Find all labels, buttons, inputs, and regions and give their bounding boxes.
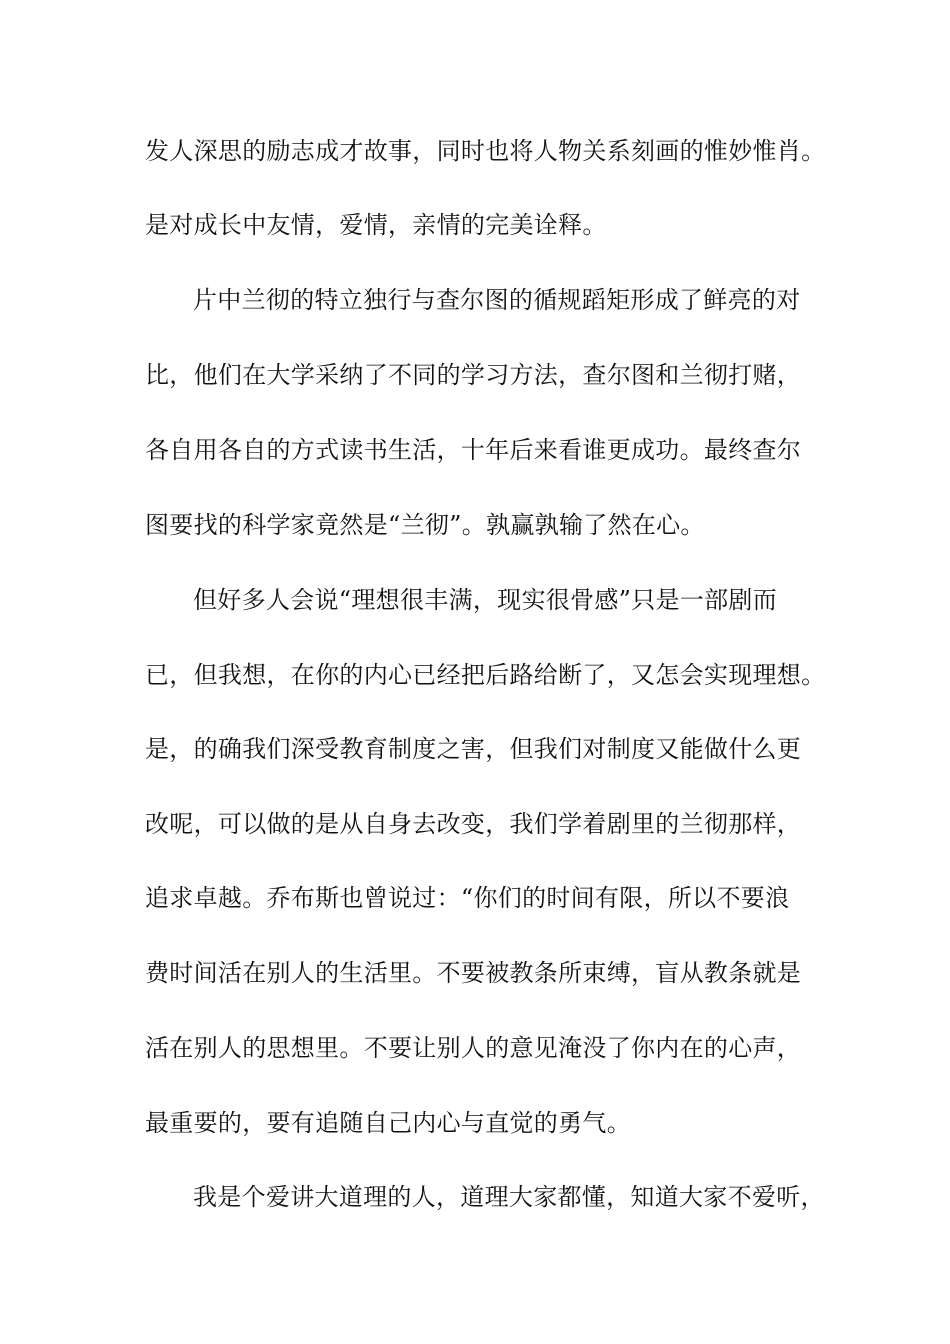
text-line: 改呢，可以做的是从自身去改变，我们学着剧里的兰彻那样， [145,810,802,838]
paragraph-start-line: 但好多人会说“理想很丰满，现实很骨感”只是一部剧而 [193,586,778,614]
text-line: 是，的确我们深受教育制度之害，但我们对制度又能做什么更 [145,735,802,763]
text-line: 各自用各自的方式读书生活，十年后来看谁更成功。最终查尔 [145,436,802,464]
paragraph-start-line: 片中兰彻的特立独行与查尔图的循规蹈矩形成了鲜亮的对 [193,286,801,314]
text-line: 最重要的，要有追随自己内心与直觉的勇气。 [145,1109,631,1137]
paragraph-start-line: 我是个爱讲大道理的人，道理大家都懂，知道大家不爱听， [193,1183,825,1211]
text-line: 费时间活在别人的生活里。不要被教条所束缚，盲从教条就是 [145,959,802,987]
text-line: 已，但我想，在你的内心已经把后路给断了，又怎会实现理想。 [145,661,826,689]
text-line: 比，他们在大学采纳了不同的学习方法，查尔图和兰彻打赌， [145,361,802,389]
text-line: 是对成长中友情，爱情，亲情的完美诠释。 [145,211,607,239]
text-line: 发人深思的励志成才故事，同时也将人物关系刻画的惟妙惟肖。 [145,137,826,165]
text-line: 追求卓越。乔布斯也曾说过：“你们的时间有限，所以不要浪 [145,884,790,912]
text-line: 图要找的科学家竟然是“兰彻”。孰赢孰输了然在心。 [145,511,705,539]
text-line: 活在别人的思想里。不要让别人的意见淹没了你内在的心声， [145,1034,802,1062]
